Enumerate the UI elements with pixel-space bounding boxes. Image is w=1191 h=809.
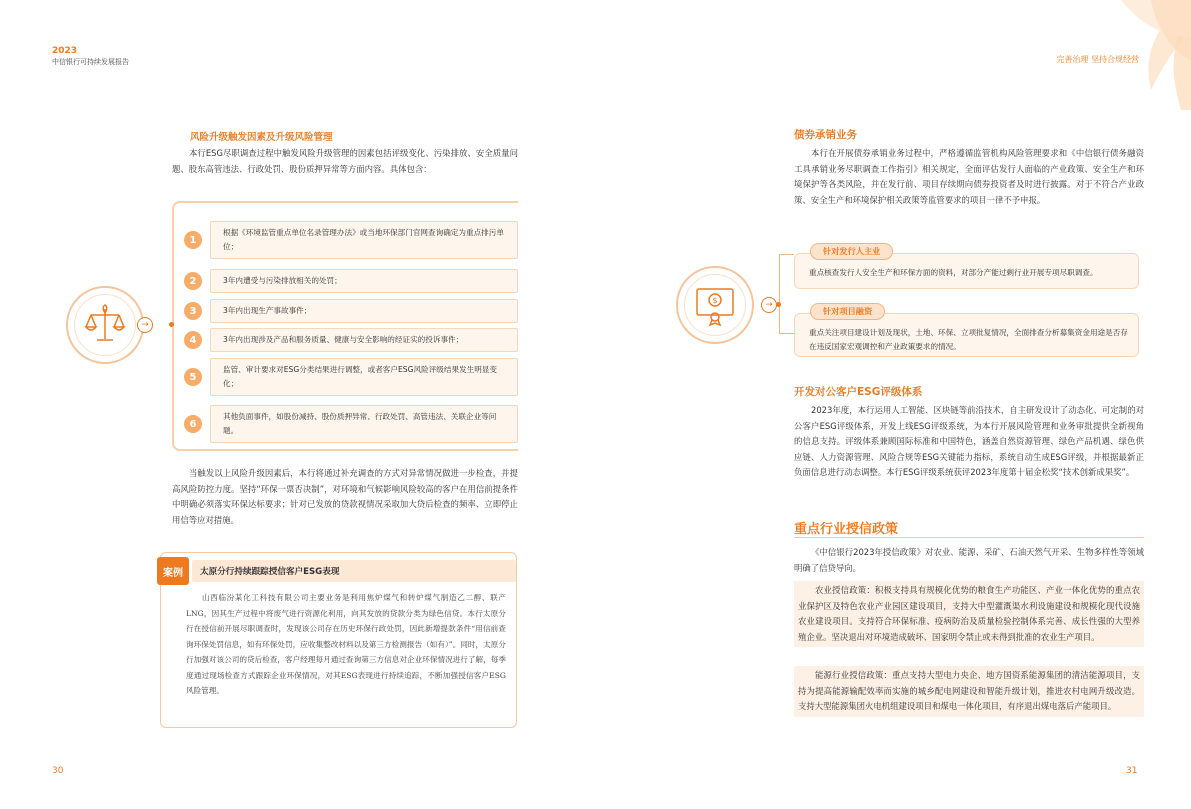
item-number: 3 xyxy=(184,302,202,320)
list-item xyxy=(184,358,518,396)
certificate-icon xyxy=(693,283,737,327)
esg-title: 开发对公客户ESG评级体系 xyxy=(794,386,923,398)
report-title: 中信银行可持续发展报告 xyxy=(52,58,129,66)
risk-section-title: 风险升级触发因素及升级风险管理 xyxy=(190,132,333,143)
credit-title: 重点行业授信政策 xyxy=(794,522,899,537)
case-title: 太原分行持续跟踪授信客户ESG表现 xyxy=(192,560,516,582)
item-text: 3年内出现涉及产品和服务质量、健康与安全影响的经证实的投诉事件； xyxy=(210,328,518,352)
arrow-right-icon: → xyxy=(137,317,153,333)
list-item xyxy=(184,299,518,323)
list-item xyxy=(184,269,518,293)
connector-dot xyxy=(169,322,174,327)
item-text: 其他负面事件，如股份减持、股份质押异常、行政处罚、高管违法、关联企业等问题。 xyxy=(210,405,518,443)
bond-title: 债券承销业务 xyxy=(794,129,857,141)
item-number: 5 xyxy=(184,368,202,386)
issuer-text: 重点核查发行人安全生产和环保方面的资料，对部分产能过剩行业开展专项尽职调查。 xyxy=(809,268,1098,277)
project-text: 重点关注项目建设计划及现状，土地、环保、立项批复情况，全面排查分析募集资金用途是否存在违反国家宏观调控和产业政策要求的情况。 xyxy=(809,328,1128,351)
credit-intro: 《中信银行2023年授信政策》对农业、能源、采矿、石油天然气开采、生物多样性等领域明确了信贷导向。 xyxy=(794,547,1144,573)
certificate-icon-wrap xyxy=(676,266,754,344)
agri-policy: 农业授信政策：积极支持具有规模化优势的粮食生产功能区、产业一体化优势的重点农业保护区及特色农业产业园区建设项目，支持大中型灌溉渠水利设施建设和规模化现代设施农业建设项目。支持符合环保标准、疫病防治及质量检验控制体系完善、成长性强的大型养殖企业。坚决退出对环境造成破坏、国家明令禁止或未得到批准的农业生产项目。 xyxy=(794,581,1144,647)
item-number: 6 xyxy=(184,415,202,433)
item-number: 4 xyxy=(184,331,202,349)
item-number: 1 xyxy=(184,231,202,249)
page-number-right: 31 xyxy=(1126,766,1138,776)
arrow-right-icon: → xyxy=(761,297,777,313)
list-item xyxy=(184,405,518,443)
risk-intro: 本行ESG尽职调查过程中触发风险升级管理的因素包括评级变化、污染排放、安全质量问题、股东高管违法、行政处罚、股份质押异常等方面内容。具体包含： xyxy=(172,148,518,174)
bond-text: 本行在开展债券承销业务过程中，严格遵循监管机构风险管理要求和《中信银行债务融资工具承销业务尽职调查工作指引》相关规定，全面评估发行人面临的产业政策、安全生产和环境保护等各类风险，并在发行前、项目存续期向债券投资者及时进行披露。对于不符合产业政策、安全生产和环境保护相关政策等监管要求的项目一律不予申报。 xyxy=(794,148,1144,205)
connector-dot xyxy=(776,302,781,307)
esg-text: 2023年度，本行运用人工智能、区块链等前沿技术，自主研发设计了动态化、可定制的对公客户ESG评级体系，开发上线ESG评级系统，为本行开展风险管理和业务审批提供全新视角的信息支持。评级体系兼顾国际标准和中国特色，涵盖自然资源管理、绿色产品机遇、绿色供应链、人力资源管理、风险合规等ESG关键能力指标，系统自动生成ESG评级，并根据最新正负面信息进行动态调整。本行ESG评级系统获评2023年度第十届金松奖“技术创新成果奖”。 xyxy=(794,405,1144,477)
list-item xyxy=(184,328,518,352)
item-text: 3年内遭受与污染排放相关的处罚； xyxy=(210,269,518,293)
escalation-text: 当触发以上风险升级因素后，本行将通过补充调查的方式对异常情况做进一步检查，并提高风险防控力度。坚持“环保一票否决制”，对环境和气候影响风险较高的客户在用信前提条件中明确必须落实环保达标要求；针对已发放的贷款视情况采取加大贷后检查的频率、立即停止用信等应对措施。 xyxy=(172,468,518,525)
item-number: 2 xyxy=(184,272,202,290)
project-tag: 针对项目融资 xyxy=(810,303,885,320)
case-tag: 案例 xyxy=(157,557,189,585)
credit-title-underline xyxy=(794,537,1144,538)
energy-policy: 能源行业授信政策：重点支持大型电力央企、地方国资系能源集团的清洁能源项目，支持为提高能源输配效率而实施的城乡配电网建设和智能升级计划，推进农村电网升级改造。支持大型能源集团火电机组建设项目和煤电一体化项目，有序退出煤电落后产能项目。 xyxy=(794,666,1144,717)
svg-text:$: $ xyxy=(712,296,718,305)
scales-icon-wrap xyxy=(66,286,144,364)
issuer-tag: 针对发行人主业 xyxy=(810,243,893,260)
chapter-title: 完善治理 坚持合规经营 xyxy=(1056,55,1139,64)
case-text: 山西临汾某化工科技有限公司主要业务是利用焦炉煤气和转炉煤气制造乙二醇、联产LNG，因其生产过程中将废气进行资源化利用，向其发放的贷款分类为绿色信贷。本行太原分行在授信前开展尽职调查时，发现该公司存在历史环保行政处罚，因此新增提款条件“用信前查询环保处罚信息，如有环保处罚，应收集整改材料以及第三方检测报告（如有）”。同时，太原分行加强对该公司的贷后检查，客户经理每月通过查询第三方信息对企业环保情况进行了解，每季度通过现场检查方式跟踪企业环保情况，对其ESG表现进行持续追踪，不断加强授信客户ESG风险管理。 xyxy=(186,593,506,695)
item-text: 3年内出现生产事故事件； xyxy=(210,299,518,323)
bracket-connector xyxy=(779,254,794,334)
report-year: 2023 xyxy=(52,46,78,56)
scales-icon xyxy=(83,303,127,347)
item-text: 根据《环境监管重点单位名录管理办法》或当地环保部门官网查询确定为重点排污单位； xyxy=(210,221,518,259)
item-text: 监管、审计要求对ESG分类结果进行调整，或者客户ESG风险评级结果发生明显变化； xyxy=(210,358,518,396)
list-item xyxy=(184,221,518,259)
page-number-left: 30 xyxy=(52,766,64,776)
